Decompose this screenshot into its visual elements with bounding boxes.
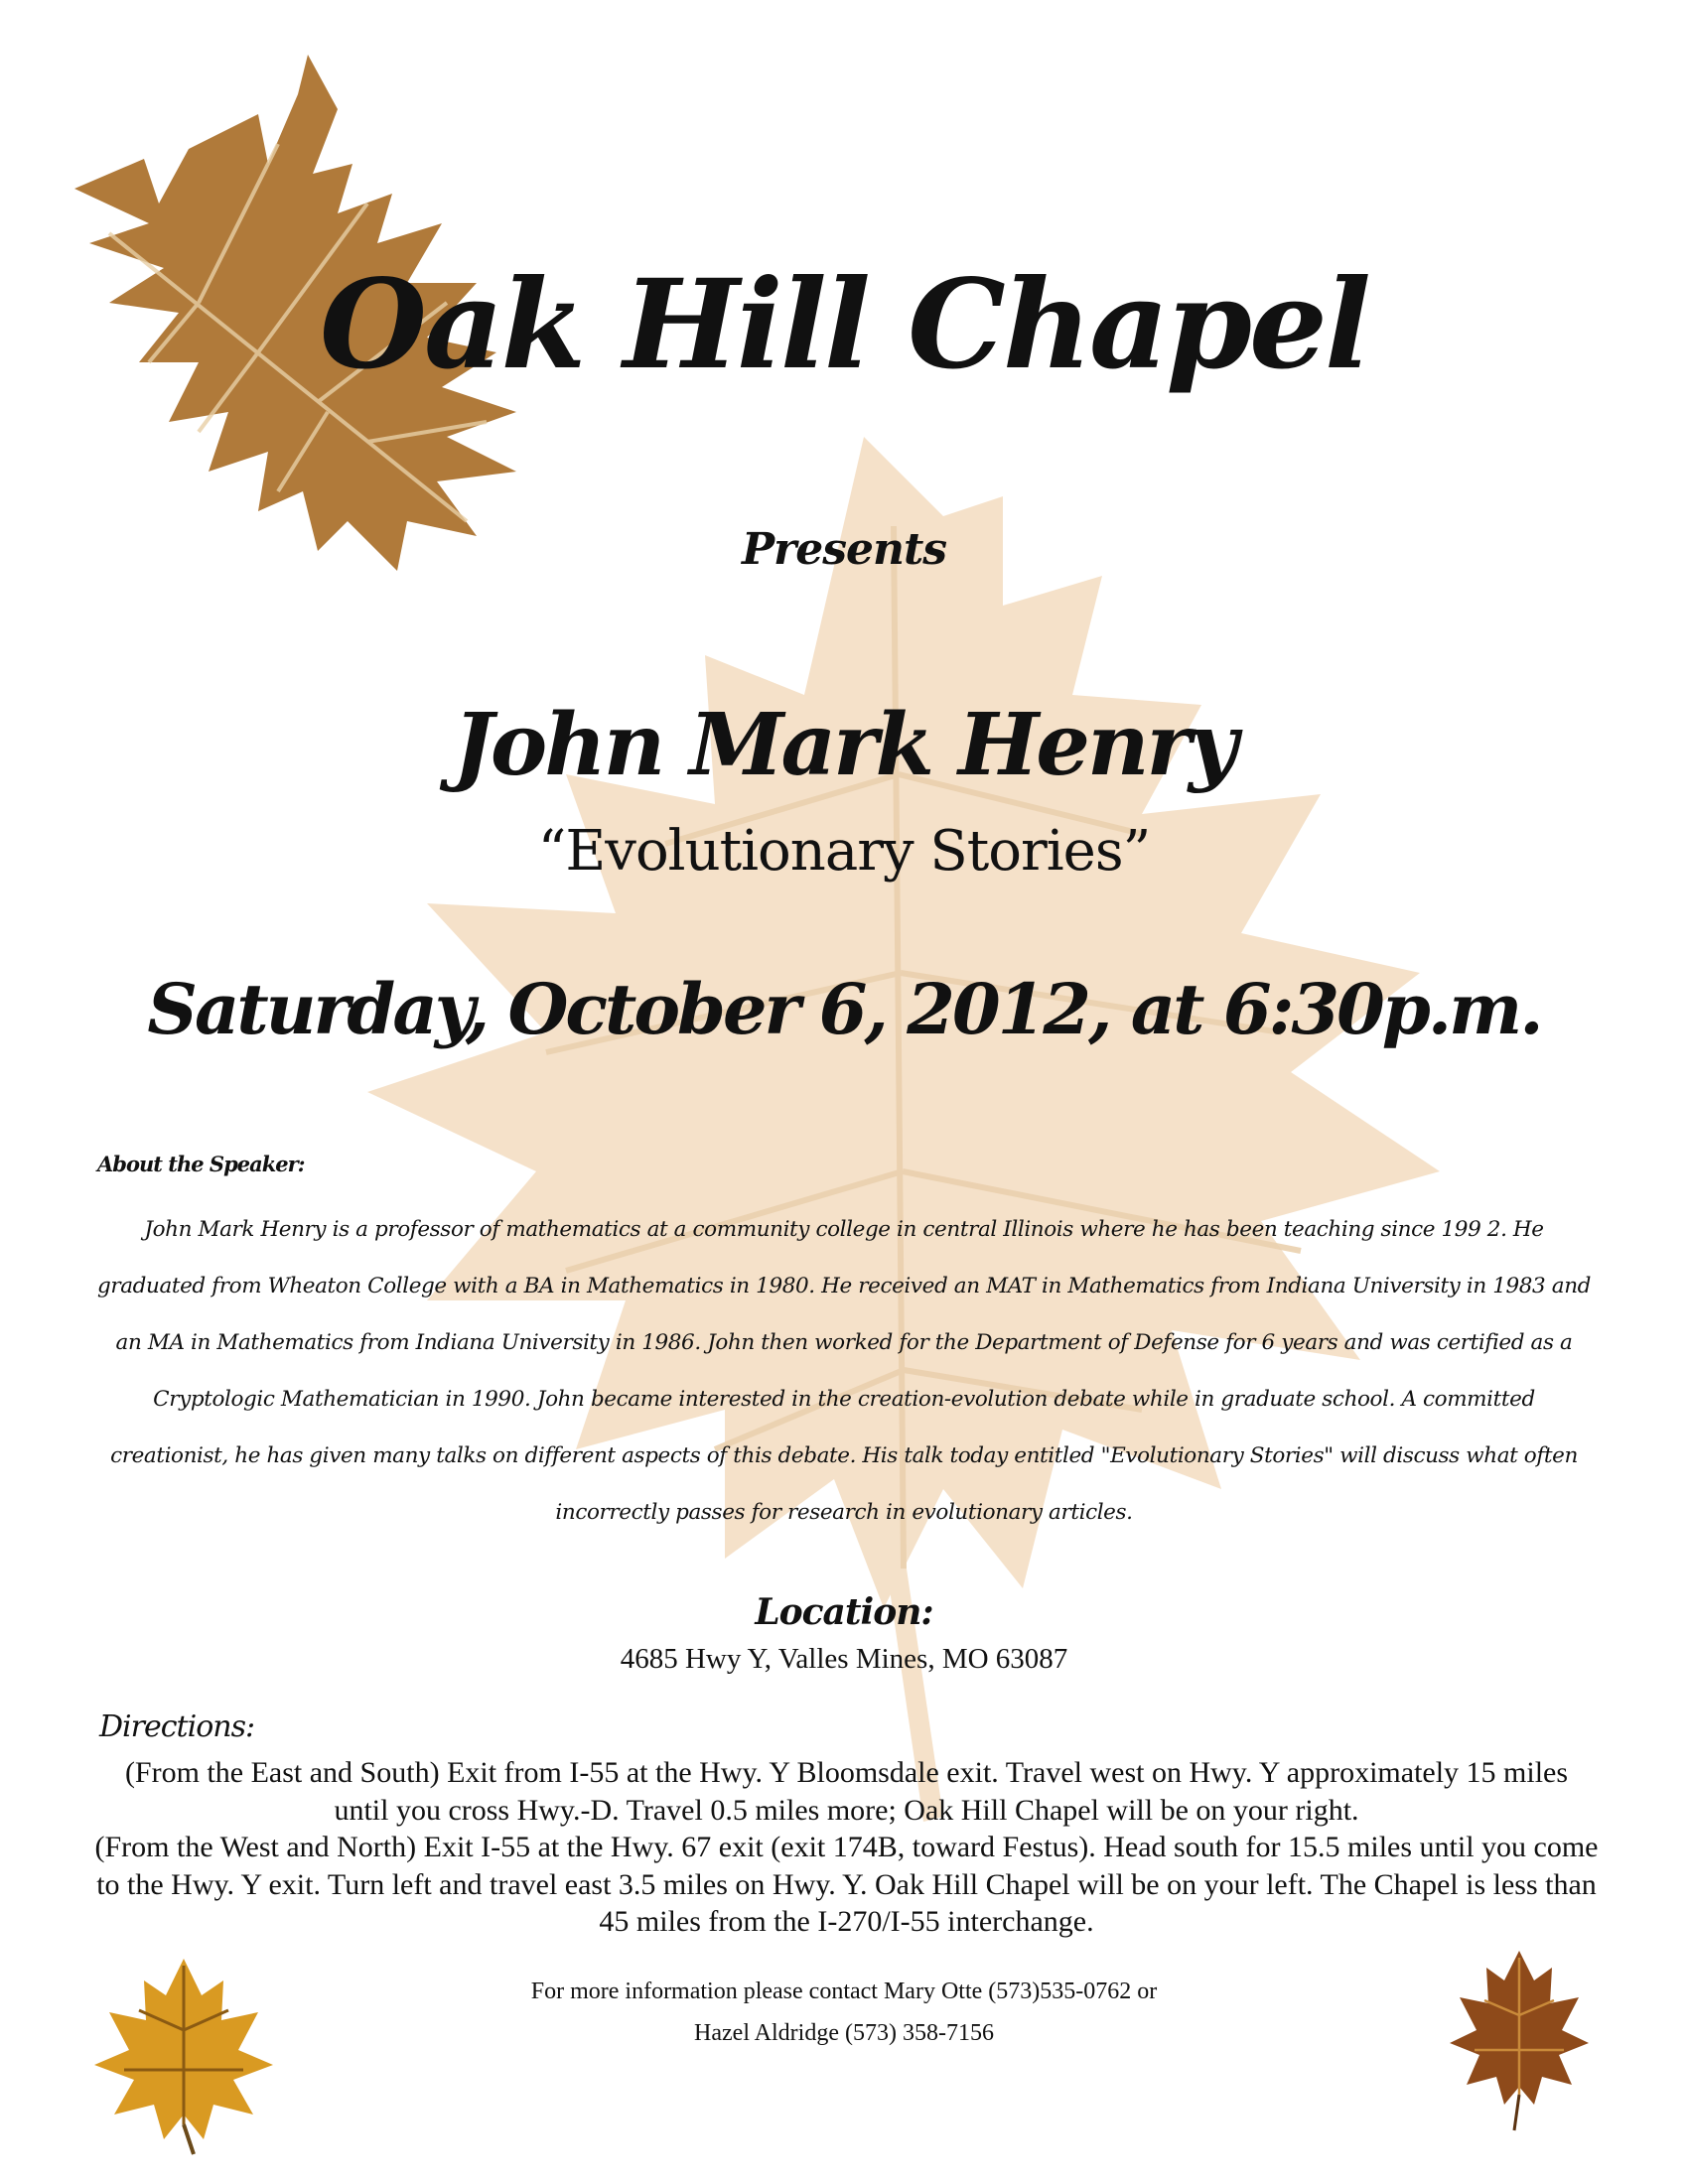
location-address: 4685 Hwy Y, Valles Mines, MO 63087 [620, 1643, 1068, 1675]
directions-heading: Directions: [99, 1709, 255, 1744]
location-heading: Location: [755, 1591, 933, 1633]
directions-body [94, 1754, 1599, 1941]
event-datetime: Saturday, October 6, 2012, at 6:30p.m. [147, 968, 1541, 1050]
contact-info [0, 1971, 1688, 2054]
talk-title: “Evolutionary Stories” [537, 819, 1151, 884]
presents-label: Presents [741, 524, 947, 575]
directions-east-south: (From the East and South) Exit from I-55 at the Hwy. Y Bloomsdale exit. Travel west on Hwy. Y approximately 15 miles until you cross Hwy.-D. Travel 0.5 miles more; Oak Hill Chapel will be on your right. [124, 1756, 1569, 1827]
contact-line-2: Hazel Aldridge (573) 358-7156 [694, 2020, 994, 2046]
speaker-name: John Mark Henry [453, 695, 1235, 795]
contact-line-1: For more information please contact Mary Otte (573)535-0762 or [530, 1979, 1158, 2004]
directions-west-north: (From the West and North) Exit I-55 at the Hwy. 67 exit (exit 174B, toward Festus). Head south for 15.5 miles until you come to the Hwy. Y exit. Turn left and travel east 3.5 miles on Hwy. Y. Oak Hill Chapel will be on your left. The Chapel is less than 45 miles from the I-270/I-55 interchange. [94, 1831, 1599, 1938]
about-heading: About the Speaker: [97, 1152, 305, 1176]
speaker-bio: John Mark Henry is a professor of mathematics at a community college in central Illinois where he has been teaching since 199 2. He graduated from Wheaton College with a BA in Mathematics in 1980. He received an MAT in Mathematics from Indiana University in 1983 and an MA in Mathematics from Indiana University in 1986. John then worked for the Department of Defense for 6 years and was certified as a Cryptologic Mathematician in 1990. John became interested in the creation-evolution debate while in graduate school. A committed creationist, he has given many talks on different aspects of this debate. His talk today entitled "Evolutionary Stories" will discuss what often incorrectly passes for research in evolutionary articles. [96, 1217, 1592, 1525]
page-title: Oak Hill Chapel [320, 253, 1368, 397]
